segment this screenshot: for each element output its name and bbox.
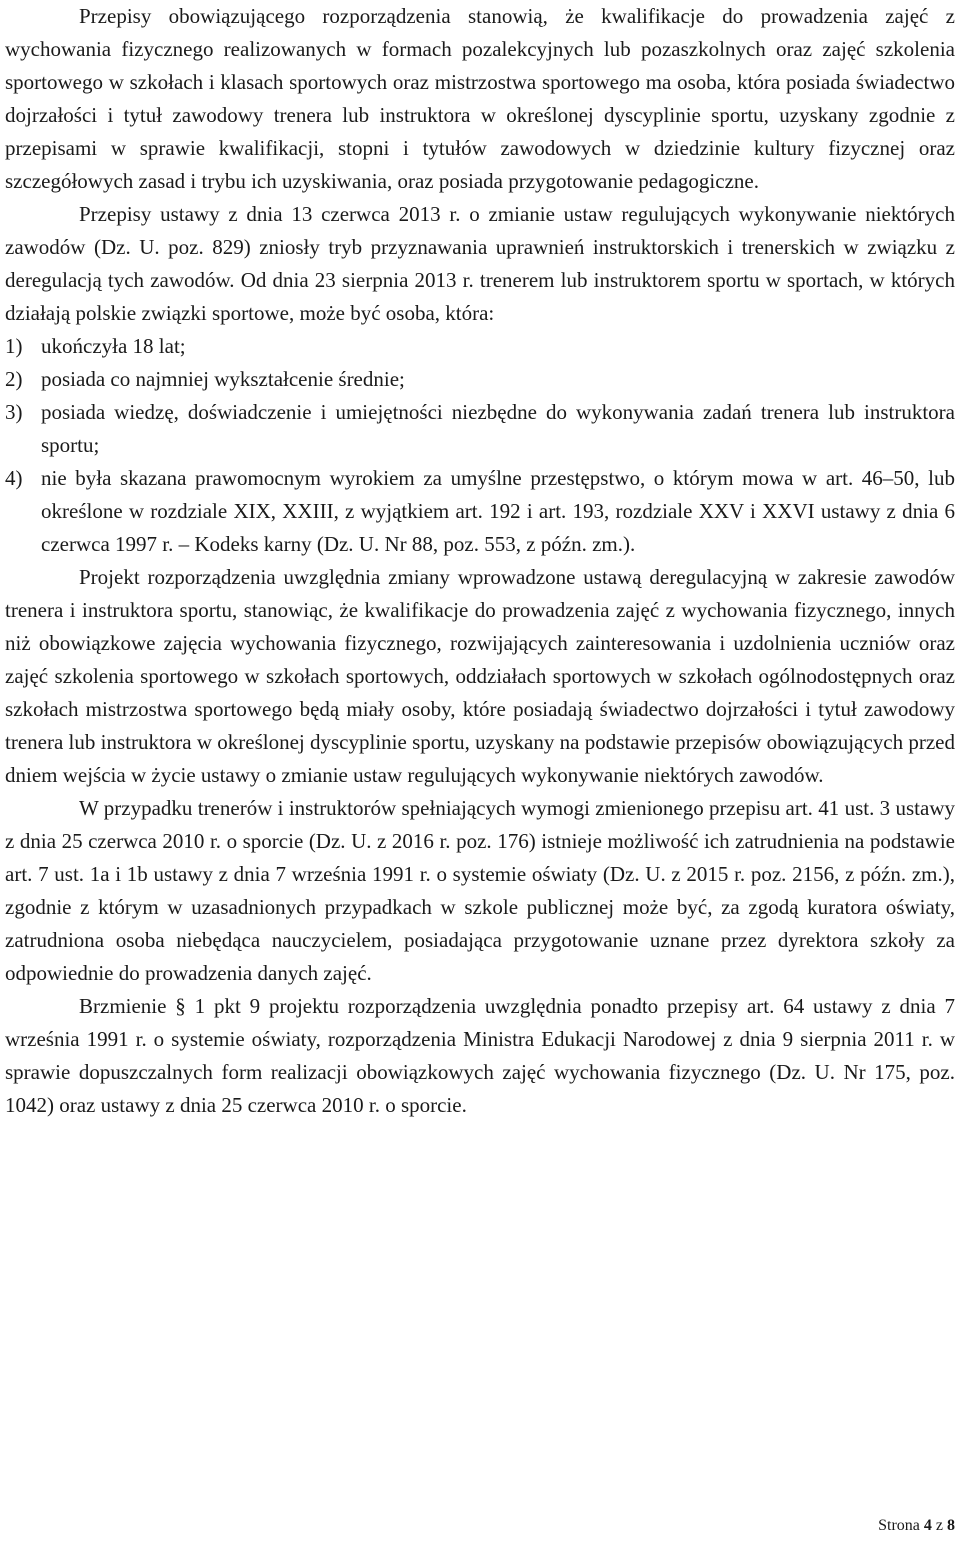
paragraph-draft-regulation: Projekt rozporządzenia uwzględnia zmiany wprowadzone ustawą deregulacyjną w zakresie zawodów trenera i instruktora sportu, stanowiąc, że kwalifikacje do prowadzenia zajęć z wychowania fizycznego, innych niż obowiązkowe zajęcia wychowania fizycznego, rozwijających zainteresowania i uzdolnienia uczniów oraz zajęć szkolenia sportowego w szkołach sportowych, oddziałach sportowych w szkołach ogólnodostępnych oraz szkołach mistrzostwa sportowego będą miały osoby, które posiadają świadectwo dojrzałości i tytuł zawodowy trenera lub instruktora w określonej dyscyplinie sportu, uzyskany na podstawie przepisów obowiązujących przed dniem wejścia w życie ustawy o zmianie ustaw regulujących wykonywanie niektórych zawodów. — [5, 565, 955, 787]
list-item — [5, 396, 955, 462]
list-item-number: 3) — [5, 400, 23, 424]
current-page-number: 4 — [923, 1517, 932, 1534]
list-item-text: ukończyła 18 lat; — [41, 334, 186, 358]
list-item-number: 2) — [5, 367, 23, 391]
list-item — [5, 363, 955, 396]
list-item-text: nie była skazana prawomocnym wyrokiem za umyślne przestępstwo, o którym mowa w art. 46–50, lub określone w rozdziale XIX, XXIII, z wyjątkiem art. 192 i art. 193, rozdziale XXV i XXVI ustawy z dnia 6 czerwca 1997 r. – Kodeks karny (Dz. U. Nr 88, poz. 553, z późn. zm.). — [41, 466, 955, 556]
page-separator: z — [935, 1517, 943, 1534]
paragraph-current-regulation: Przepisy obowiązującego rozporządzenia stanowią, że kwalifikacje do prowadzenia zajęć z wychowania fizycznego realizowanych w formach pozalekcyjnych lub pozaszkolnych oraz zajęć szkolenia sportowego w szkołach i klasach sportowych oraz mistrzostwa sportowego ma osoba, która posiada świadectwo dojrzałości i tytuł zawodowy trenera lub instruktora w określonej dyscyplinie sportu, uzyskany zgodnie z przepisami w sprawie kwalifikacji, stopni i tytułów zawodowych w dziedzinie kultury fizycznej oraz szczegółowych zasad i trybu ich uzyskiwania, oraz posiada przygotowanie pedagogiczne. — [5, 4, 955, 193]
list-item-number: 1) — [5, 334, 23, 358]
total-pages-number: 8 — [947, 1517, 955, 1534]
paragraph-section-wording: Brzmienie § 1 pkt 9 projektu rozporządzenia uwzględnia ponadto przepisy art. 64 ustawy z dnia 7 września 1991 r. o systemie oświaty, rozporządzenia Ministra Edukacji Narodowej z dnia 9 sierpnia 2011 r. w sprawie dopuszczalnych form realizacji obowiązkowych zajęć wychowania fizycznego (Dz. U. Nr 175, poz. 1042) oraz ustawy z dnia 25 czerwca 2010 r. o sporcie. — [5, 994, 955, 1117]
page-number-footer — [878, 1516, 955, 1536]
document-page — [5, 0, 955, 1122]
list-item-text: posiada co najmniej wykształcenie średnie; — [41, 367, 405, 391]
list-item — [5, 462, 955, 561]
paragraph-trainers-employment: W przypadku trenerów i instruktorów spełniających wymogi zmienionego przepisu art. 41 ust. 3 ustawy z dnia 25 czerwca 2010 r. o sporcie (Dz. U. z 2016 r. poz. 176) istnieje możliwość ich zatrudnienia na podstawie art. 7 ust. 1a i 1b ustawy z dnia 7 września 1991 r. o systemie oświaty (Dz. U. z 2015 r. poz. 2156, z późn. zm.), zgodnie z którym w uzasadnionych przypadkach w szkole publicznej może być, za zgodą kuratora oświaty, zatrudniona osoba niebędąca nauczycielem, posiadająca przygotowanie uznane przez dyrektora szkoły za odpowiednie do prowadzenia danych zajęć. — [5, 796, 955, 985]
list-item-number: 4) — [5, 466, 23, 490]
paragraph-deregulation-act: Przepisy ustawy z dnia 13 czerwca 2013 r. o zmianie ustaw regulujących wykonywanie niektórych zawodów (Dz. U. poz. 829) zniosły tryb przyznawania uprawnień instruktorskich i trenerskich w związku z deregulacją tych zawodów. Od dnia 23 sierpnia 2013 r. trenerem lub instruktorem sportu w sportach, w których działają polskie związki sportowe, może być osoba, która: — [5, 202, 955, 325]
requirements-list — [5, 330, 955, 561]
page-label: Strona — [878, 1517, 920, 1534]
list-item — [5, 330, 955, 363]
list-item-text: posiada wiedzę, doświadczenie i umiejętności niezbędne do wykonywania zadań trenera lub instruktora sportu; — [41, 400, 955, 457]
